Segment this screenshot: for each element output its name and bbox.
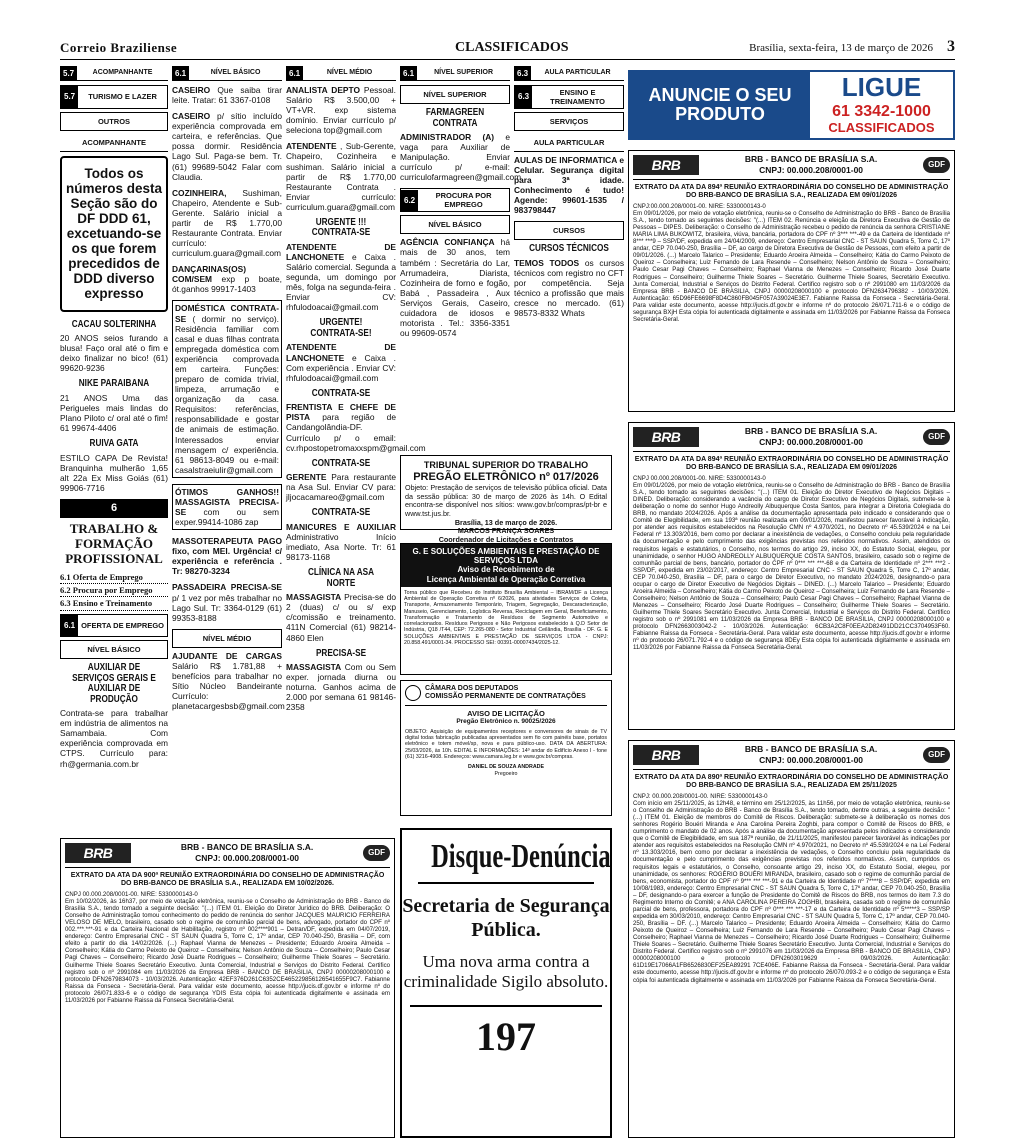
ad-lead: FRENTISTA E CHEFE DE PISTA <box>286 402 396 423</box>
ad-lead: MASSOTERAPEUTA PAGO fixo, com MEI. Urgência! c/ experiência e referência . Tr: 98270-3234 <box>172 536 282 577</box>
tst-body: Objeto: Prestação de serviços de televisão pública oficial. Data da sessão pública: 30 de março de 2026 às 14h. O Edital encontra-se disponível nos sítios: www.gov.br/compras/pt-br e www.tst.jus.br. <box>405 482 607 518</box>
tag-label: NÍVEL BÁSICO <box>210 68 261 76</box>
brb-name: BRB - BANCO DE BRASÍLIA S.A. <box>744 154 878 164</box>
classified-ad <box>400 237 510 338</box>
section-name: TRABALHO & FORMAÇÃO PROFISSIONAL <box>65 521 163 567</box>
classified-ad <box>286 402 426 453</box>
ad-lead: AGÊNCIA CONFIANÇA <box>400 237 495 248</box>
notice-text: Em 10/02/2026, às 16h37, por meio de votação eletrônica, reuniu-se o Conselho de Administração do BRB - Banco de Brasília S.A., tendo tomado a seguinte decisão: "(...) ITEM 01. Eleição do Diretor Jurídico do BRB. Deliberação: O Conselho de Administração tomou conhecimento do pedido de renúncia do senhor JACQUES MAURICIO FERREIRA VELOSO DE MELO, brasileiro, casado sob o regime de comunhão parcial de bens, advogado, portador do CPF nº 002.***.***-91 e da Carteira Nacional de Habilitação, registro nº 002****901 – Detran/DF, expedida em 04/07/2019, endereço: Centro Empresarial CNC - ST SAUN Quadra 5, Torre C, 17º andar, CEP 70.040-250, Brasília – DF, com efeito a partir do dia 14/02/2026. (...) Raphael Vianna de Menezes – Presidente; Eduardo Aroeira Almeida – Conselheiro; Kátia do Carmo Peixoto de Queiroz – Conselheira; Nelson Antônio de Souza – Conselheiro; Paulo Cesar Pagi Chaves – Conselheiro; Ricardo José Duarte Rodrigues – Conselheiro; Guilherme Thiele Soares – Secretário. Guilherme Thiele Soares Secretário Executivo. Junta Comercial, Industrial e Serviços do Distrito Federal. Certifico registro sob o nº 2991084 em 11/03/2026 da Empresa BRB - BANCO DE BRASILIA, CNPJ 00000208000100 e protocolo DFN2679834073 - 10/03/2026. Autenticação: 42EF376D261C6352CE465229856126541655F9C7. Fabianne Raissa da Fonseca - Secretária-Geral. Para validar este documento, acesse http://jucis.df.gov.br e informe nº do protocolo 26/071.833-6 e o código de segurança YDIS Esta cópia foi autenticada digitalmente e assinada em 11/03/2026 por Fabianne Raissa da Fonseca Secretária-Geral. <box>65 897 390 1004</box>
ad-heading: CLÍNICA NA ASA NORTE <box>307 567 375 589</box>
ad-text: exp p boate, ót.ganhos 99917-1403 <box>172 274 282 295</box>
section-index-item: 6.2 Procura por Emprego <box>60 584 168 597</box>
brb-header-text <box>699 154 923 176</box>
notice-ids: CNPJ:00.000.208/0001-00. NIRE: 5330000143-0 <box>633 202 766 210</box>
camara-commission: COMISSÃO PERMANENTE DE CONTRATAÇÕES <box>425 693 586 701</box>
tag-number: 6.1 <box>286 66 303 81</box>
ad-text: e vaga para Auxiliar de Manipulação. Enviar currículo p/ e-mail: curriculofarmagreen@gmail.com <box>400 132 522 183</box>
column-4 <box>400 66 522 446</box>
ad-lead: ATENDENTE DE LANCHONETE <box>286 241 396 263</box>
box-label: PROCURA POR EMPREGO <box>435 191 492 210</box>
gdf-logo: GDF <box>923 157 950 172</box>
brb-cnpj: CNPJ: 00.000.208/0001-00 <box>759 165 864 176</box>
camara-pregao: Pregão Eletrônico n. 90025/2026 <box>456 717 556 725</box>
subsection-title: ACOMPANHANTE <box>60 134 168 152</box>
notice-ids: CNPJ 00.000.208/0001-00. NIRE: 5330000143-0 <box>633 474 766 482</box>
ad-heading: CONTRATA-SE <box>311 457 371 469</box>
tag-number: 6.3 <box>514 66 531 81</box>
section-title: CLASSIFICADOS <box>455 40 569 55</box>
ad-lead: COZINHEIRA, <box>172 187 227 198</box>
box-number: 5.7 <box>61 86 78 108</box>
gdf-logo: GDF <box>923 429 950 444</box>
classified-ad <box>286 141 396 212</box>
page-header <box>60 40 955 60</box>
classified-ad <box>172 536 282 576</box>
classified-ad <box>286 522 396 562</box>
brb-notice <box>628 150 955 412</box>
section-tag <box>514 66 624 81</box>
section-number: 6 <box>60 499 168 518</box>
notice-ids: CNPJ 00.000.208/0001-00. NIRE: 5330000143-0 <box>65 890 198 898</box>
brb-name: BRB - BANCO DE BRASÍLIA S.A. <box>744 426 878 436</box>
ddd-notice: Todos os números desta Seção são do DF DDD 61, excetuando-se os que forem precedidos de DDD diverso expresso <box>60 156 168 312</box>
tag-label: NÍVEL MÉDIO <box>326 68 373 76</box>
classified-ad <box>172 582 282 622</box>
classified-ad <box>514 155 624 215</box>
brb-header <box>633 744 950 770</box>
classified-ad <box>286 242 396 313</box>
ad-text: Salário R$ 1.781,88 + benefícios para trabalhar no Sítio Núcleo Bandeirante Currículo: planetacargesbsb@gmail.com <box>172 660 285 712</box>
section-index-item: 6.3 Ensino e Treinamento <box>60 597 168 610</box>
notice-title: EXTRATO DA ATA DA 894ª REUNIÃO EXTRAORDINÁRIA DO CONSELHO DE ADMINISTRAÇÃO DO BRB-BANCO DE BRASÍLIA S.A., REALIZADA EM 09/01/2026 <box>634 456 949 472</box>
page-number: 3 <box>947 38 955 55</box>
classified-ad <box>172 85 282 105</box>
camara-header-text <box>425 685 586 702</box>
notice-title: EXTRATO DA ATA DA 894ª REUNIÃO EXTRAORDINÁRIA DO CONSELHO DE ADMINISTRAÇÃO DO BRB-BANCO DE BRASÍLIA S.A., REALIZADA EM 09/01/2026 <box>634 184 949 200</box>
brasao-icon <box>405 685 421 701</box>
license-type: Licença Ambiental de Operação Corretiva <box>426 574 586 584</box>
brb-header-text <box>699 426 923 448</box>
ad-heading: AUXILIAR DE SERVIÇOS GERAIS E AUXILIAR DE PRODUÇÃO <box>72 662 156 705</box>
ad-lead: PASSADEIRA PRECISA-SE <box>172 582 282 593</box>
ad-lead: DOMÉSTICA CONTRATA-SE <box>175 303 279 324</box>
ad-lead: CASEIRO <box>172 111 211 122</box>
disque-number: 197 <box>410 1005 602 1060</box>
tst-role: Coordenador de Licitações e Contratos <box>438 534 574 544</box>
section-index-item: 6.1 Oferta de Emprego <box>60 571 168 584</box>
brb-cnpj: CNPJ: 00.000.208/0001-00 <box>759 755 864 766</box>
column-1 <box>60 66 168 769</box>
classified-ad <box>172 650 285 712</box>
brb-cnpj: CNPJ: 00.000.208/0001-00 <box>759 437 864 448</box>
level-box: CURSOS <box>514 221 624 240</box>
section-tag <box>172 66 282 81</box>
level-box: NÍVEL BÁSICO <box>400 215 510 234</box>
tag-number: 6.1 <box>172 66 189 81</box>
level-box: SERVIÇOS <box>514 112 624 131</box>
notice-text: Em 09/01/2026, por meio de votação eletrônica, reuniu-se o Conselho de Administração do BRB - Banco de Brasília S.A., tendo tomado as seguintes decisões: "(...) ITEM 01. Eleição do Diretor Executivo de Negócios Digitais – DINED. Deliberação: considerando a vacância do cargo de Diretor Executivo de Negócios Digitais, submete-se à deliberação o nome do senhor Hugo Andreolly Albuquerque Costa Santos, para integrar a Diretoria Colegiada do BRB, no mandato 2024/2026. Após a análise da documentação apresentada pelo indicado e considerando que o Comitê de Elegibilidade, em sua 193ª reunião realizada em 09/01/2026, manifestou parecer favorável à indicação, por atender aos requisitos estabelecidos na Resolução CMN nº 4.970/2021, no Decreto nº 45.539/2024 e na Lei Federal nº 13.303/2016, bem como por declarar a inexistência de vedações, o Conselho concluiu pela regularidade da documentação e pelo cumprimento das exigências previstas nos referidos normativos. Assim, atendidos os requisitos legais e estatutários, o Conselho, nos termos do artigo 29, inciso XX, do Estatuto Social, elegeu, por unanimidade, o senhor HUGO ANDREOLLY ALBUQUERQUE COSTA SANTOS, brasileiro, casado sob o regime de comunhão parcial de bens, bancário, portador do CPF nº 0*** *** ***-68 e da Carteira de Identidade nº 2*** ***2 - SSP/DF, expedida em 23/02/2017, endereço: Centro Empresarial CNC - ST SAUN Quadra 5, Torre C, 17º andar, CEP 70.040-250, Brasília – DF, para o cargo de Diretor Executivo, no mandato 2024/2026, designando-o para ocupar o cargo de Diretor Executivo de Negócios Digitais – DINED. (...) Marcelo Talarico – Presidente; Eduardo Aroeira Almeida – Conselheiro; Kátia do Carmo Peixoto de Queiroz – Conselheira; Luiz Fernando de Lara Resende – Conselheiro; Nelson Antônio de Souza – Conselheiro; Paulo Cesar Pagi Chaves – Conselheiro; Raphael Vianna de Menezes – Conselheiro; Ricardo José Duarte Rodrigues – Conselheiro; Guilherme Thiele Soares – Secretário. Guilherme Thiele Soares Secretário Executivo. Junta Comercial, Industrial e Serviços do Distrito Federal. Certifico registro sob o nº 2991081 em 11/03/2026 da Empresa BRB - BANCO DE BRASILIA, CNPJ 00000208000100 e protocolo DFN2663003042-2 - 10/03/2026. Autenticação: 6CB3A2C8F0EEA2D82491DD21CC3704953F60. Fabianne Raissa da Fonseca - Secretária-Geral. Para validar este documento, acesse http://jucis.df.gov.br e informe nº do protocolo 26/071.792-4 e o código de segurança 8DEy Esta cópia foi autenticada digitalmente e assinada em 11/03/2026 por Fabianne Raissa da Fonseca Secretária-Geral. <box>633 481 950 652</box>
license-notice <box>400 543 612 675</box>
license-subtitle: Aviso de Recebimento de <box>457 565 555 575</box>
classified-ad <box>172 188 282 259</box>
tag-label: NÍVEL SUPERIOR <box>434 68 494 76</box>
brb-logo: BRB <box>65 843 131 863</box>
section-tag <box>400 66 510 81</box>
notice-title: EXTRATO DA ATA DA 890ª REUNIÃO EXTRAORDINÁRIA DO CONSELHO DE ADMINISTRAÇÃO DO BRB-BANCO DE BRASÍLIA S.A., REALIZADA EM 25/11/2025 <box>634 774 949 790</box>
box-label: OFERTA DE EMPREGO <box>81 620 165 630</box>
disque-denuncia-ad <box>400 828 612 1138</box>
disque-divider <box>418 882 594 884</box>
section-box <box>60 614 168 638</box>
ad-text: , Sub-Gerente, Chapeiro, Cozinheira e sushiman. Salário inicial a partir de R$ 1.770,00 Restaurante Contrata . Enviar currículo: curriculum.guara@gmail.com <box>286 141 397 212</box>
ad-heading: CURSOS TÉCNICOS <box>529 243 609 255</box>
ad-heading: URGENTE !!! CONTRATA-SE <box>311 216 371 239</box>
classified-ad <box>286 85 396 135</box>
level-box: NÍVEL SUPERIOR <box>400 85 510 104</box>
classified-ad: 21 ANOS Uma das Perigueles mais lindas do Plano Piloto c/ oral até o fim! 61 99674-4406 <box>60 392 168 434</box>
license-body: Torna público que Recebeu do Instituto Brasília Ambiental – IBRAM/DF a Licença Ambiental de Operação Corretiva nº 6/2026, para atividades Serviços de Coleta, Transporte, Armazenamento Temporário, Triagem, Segregação, Descaracterização, Manuseio, Gerenciamento, Logística Reversa, Reciclagem em Geral, Beneficiamento, Transformação e Tratamento de Resíduos de Segmento Automotivo e correlacionados. Resíduos Perigosos e Não Perigosos estabelecido à Q.D Setor de Indústria, Q18 /T44, CEP: 72.265-080 - Setor Industrial Ceilândia, Brasília - DF. G. E SOLUÇÕES AMBIENTAIS E PRESTAÇÃO DE SERVIÇOS LTDA - CNPJ: 20.858.491/0001-34. PROCESSO SEI: 00391-00007434/2025-12. <box>404 589 608 646</box>
ad-lead: ÓTIMOS GANHOS!! MASSAGISTA PRECISA-SE <box>175 486 279 517</box>
box-number: 6.2 <box>401 190 418 212</box>
ad-heading: PRECISA-SE <box>315 647 367 659</box>
ad-heading: CACAU SOLTERINHA <box>71 318 157 330</box>
classified-ad <box>286 592 396 642</box>
tag-number: 5.7 <box>60 66 77 81</box>
section-box <box>400 188 510 212</box>
classified-ad <box>286 472 396 502</box>
tst-title: PREGÃO ELETRÔNICO nº 017/2026 <box>413 470 599 483</box>
brb-header <box>633 426 950 452</box>
box-number: 6.3 <box>515 86 532 108</box>
ad-heading: FARMAGREEN CONTRATA <box>425 107 485 129</box>
classified-ad <box>172 484 282 530</box>
brb-header <box>65 842 390 868</box>
classified-ad <box>400 132 522 183</box>
ad-lead: MASSAGISTA <box>286 592 342 603</box>
disque-title: Disque-Denúncia <box>431 838 611 875</box>
brb-header <box>633 154 950 180</box>
brb-cnpj: CNPJ: 00.000.208/0001-00 <box>195 853 300 864</box>
brb-logo: BRB <box>633 745 699 765</box>
tag-label: ACOMPANHANTE <box>92 68 153 76</box>
camara-notice <box>400 680 612 816</box>
ad-heading: CONTRATA-SE <box>311 387 371 399</box>
camara-signer: DANIEL DE SOUZA ANDRADE <box>467 764 545 771</box>
page-date: Brasília, sexta-feira, 13 de março de 2026 <box>749 42 933 54</box>
ad-text: Precisa-se do 2 (duas) c/ ou s/ exp c/comissão e treinamento. 411N Comercial (61) 98214-4860 Elen <box>286 592 396 643</box>
ad-lead: AJUDANTE DE CARGAS <box>172 650 282 661</box>
classified-ad <box>514 258 624 318</box>
ad-lead: AULAS DE INFORMATICA e Celular. Segurança digital para 3ª idade. Conhecimento é tudo! Agende: 99601-1535 / 983798447 <box>514 155 624 216</box>
section-box-outros: OUTROS <box>60 112 168 131</box>
tst-org: TRIBUNAL SUPERIOR DO TRABALHO <box>423 460 589 470</box>
ad-lead: ANALISTA DEPTO <box>286 85 360 95</box>
ad-text: com ou sem exper.99414-1086 zap <box>175 506 279 528</box>
ad-lead: MANICURES E AUXILIAR <box>286 521 396 532</box>
notice-title: EXTRATO DA ATA DA 900ª REUNIÃO EXTRAORDINÁRIA DO CONSELHO DE ADMINISTRAÇÃO DO BRB-BANCO DE BRASÍLIA S.A., REALIZADA EM 10/02/2026. <box>70 872 385 888</box>
tst-notice <box>400 455 612 544</box>
section-tag <box>286 66 396 81</box>
ad-text: Com ou Sem exper. jornada diurna ou noturna. Ganhos acima de 2.000 por semana 61 98146-2358 <box>286 662 397 713</box>
subsection-title: AULA PARTICULAR <box>514 134 624 152</box>
disque-org: Secretaria de Segurança Pública. <box>402 895 610 941</box>
camara-org: CÂMARA DOS DEPUTADOS <box>425 685 519 692</box>
box-label: ENSINO E TREINAMENTO <box>550 88 605 106</box>
classified-ad <box>172 264 282 294</box>
section-box <box>60 85 168 109</box>
ad-text: p/ sítio incluído experiência comprovada em carteira, e referências. Que possa dormir. Residência Lago Sul. Paga-se bem. Tr. (61) 99689-5042 Falar com Claudia. <box>172 111 282 182</box>
ad-text: para região de Candangolândia-DF. Currículo p/ o email: cv.rhpostopetromaxxspm@gmail.com <box>286 412 426 453</box>
banner-classificados: CLASSIFICADOS <box>828 120 935 136</box>
ad-heading: CONTRATA-SE <box>311 507 371 519</box>
column-2 <box>172 66 285 826</box>
advertise-banner <box>628 70 955 140</box>
ad-heading: URGENTE! CONTRATA-SE! <box>310 317 372 339</box>
ad-text: ( dormir no serviço). Residência familiar com casal e duas filhas contrata empregada doméstica com experiência comprovada em carteira. Funções: preparo de comida trivial, limpeza, arrumação e organização da casa. Requisitos: referências, responsabilidade e gostar de animais de estimação. Interessados enviar mensagem c/ experiência. 61 98613-8049 ou e-mail: casalstraeiulir@gmail.com <box>175 313 280 475</box>
camara-role: Pregoeiro <box>494 770 518 777</box>
ad-lead: MASSAGISTA <box>286 662 342 673</box>
column-3 <box>286 66 426 826</box>
brb-notice <box>60 838 395 1138</box>
column-5 <box>514 66 624 446</box>
ad-text: Pessoal. Salário R$ 3.500,00 + VT+VR. exp sistema domínio. Enviar currículo p/ seleciona top@gmail.com <box>286 85 396 136</box>
gdf-logo: GDF <box>923 747 950 762</box>
publication-name: Correio Braziliense <box>60 40 178 55</box>
level-box: NÍVEL MÉDIO <box>172 629 282 648</box>
brb-header-text <box>131 842 363 864</box>
tst-signer: MARCOS FRANÇA SOARES <box>457 526 555 536</box>
notice-text: Em 09/01/2026, por meio de votação eletrônica, reuniu-se o Conselho de Administração do BRB - Banco de Brasília S.A., tendo tomado as seguintes decisões: "(...) ITEM 02. Renúncia e eleição da Diretora Executiva de Gestão de Pessoas – DIPES. Deliberação: o Conselho de Administração recebeu o pedido de renúncia da senhora CRISTIANE MARIA LIMA BUKOWITZ, brasileira, viúva, bancária, portadora do CPF nº 3*** ***-49 e da Carteira de Identidade nº 8*** ***9 – SSP/DF, expedida em 24/04/2009, endereço: Centro Empresarial CNC - ST SAUN Quadra 5, Torre C, 17º andar, CEP 70.040-250, Brasília – DF, ao cargo de Diretora Executiva de Gestão de Pessoas, com efeito a partir de 09/01/2026. (...) Marcelo Talarico – Presidente; Eduardo Aroeira Almeida – Conselheiro; Kátia do Carmo Peixoto de Queiroz – Conselheira; Luiz Fernando de Lara Resende – Conselheiro; Nelson Antônio de Souza – Conselheiro; Paulo Cesar Pagi Chaves – Conselheiro; Raphael Vianna de Menezes – Conselheiro; Ricardo José Duarte Rodrigues – Conselheiro; Guilherme Thiele Soares – Secretário. Guilherme Thiele Soares, Secretário Executivo. Junta Comercial, Industrial e Serviços do Distrito Federal. Certifico registro sob o nº 2991080 em 11/03/2026 da Empresa BRB - BANCO DE BRASILIA, CNPJ 00000208000100 e protocolo DFN2634796382 - 10/03/2026. Autenticação: 65D96FE6698F8D4C860FB045F057A39024E3E7. Fabianne Raissa da Fonseca - Secretária-Geral. Para validar este documento, acesse http://jucis.df.gov.br e informe nº do protocolo 26/071.711-6 e o código de segurança BXjH Esta cópia foi autenticada digitalmente e assinada em 11/03/2026 por Fabianne Raissa da Fonseca Secretária-Geral. <box>633 209 950 323</box>
tst-date: Brasília, 13 de março de 2026. <box>454 517 558 527</box>
banner-left-text: ANUNCIE O SEU PRODUTO <box>630 72 810 138</box>
camara-header <box>405 685 607 706</box>
classified-ad <box>172 300 282 477</box>
brb-notice <box>628 740 955 1138</box>
banner-phone: 61 3342-1000 <box>832 103 931 121</box>
ad-text: Que saiba tirar leite. Tratar: 61 3367-0108 <box>172 85 282 106</box>
classified-ad <box>286 342 396 382</box>
brb-name: BRB - BANCO DE BRASÍLIA S.A. <box>744 744 878 754</box>
ad-text: p/ 1 vez por mês trabalhar no Lago Sul. Tr: 3364-0129 (61) 99353-8188 <box>172 592 282 623</box>
classified-ad <box>172 111 282 182</box>
classified-ad <box>286 662 396 712</box>
classified-ad: 20 ANOS seios furando a blusa! Faço oral até o fim e deixo finalizar no bico! (61) 99620-9236 <box>60 333 168 374</box>
ad-text: e Caixa . Com experiência . Enviar CV: rhfulodoacai@gmail.com <box>286 352 396 383</box>
ad-text: e Caixa . Salário comercial. Segunda a segunda, um domingo por mês, folga na segunda-feira . Enviar CV: rhfulodoacai@gmail.com <box>286 252 396 313</box>
banner-right <box>810 72 953 138</box>
notice-text: Com início em 25/11/2025, às 12h48, e término em 25/12/2025, às 11h56, por meio de votação eletrônica, reuniu-se o Conselho de Administração do BRB - Banco de Brasília S.A., tendo tomado, dentre outras, a seguinte decisão: "(...) ITEM 01. Eleição de membros do Comitê de Riscos. Deliberação: submete-se à deliberação os nomes dos senhores Rogério Bouéri Miranda e Ana Carolina Pereira Zoghbi, para compor o Comitê de Riscos do BRB, e cumprimento o mandato de 02 anos. Após a análise da documentação apresentada pelos indicados e considerando que o Comitê de Elegibilidade, em sua 187ª reunião, de 21/11/2025, manifestou parecer favorável às indicações por atender aos requisitos estabelecidos na Resolução CMN nº 4.970/2021, no Decreto nº 45.539/2024 e na Lei Federal nº 13.303/2016, bem como por declarar a inexistência de vedações, o Conselho concluiu pela regularidade da documentação e pelo cumprimento das exigências previstas nos referidos normativos. Assim, cumpridos os requisitos legais e estatutários, o Conselho, consoante artigo 29, inciso XX, do Estatuto Social, elegeu, por unanimidade, os senhores: ROGÉRIO BOUÉRI MIRANDA, brasileiro, casado sob o regime de comunhão parcial de bens, economista, portador do CPF nº 9*** *** ***-91 e da Carteira de Identidade nº 7****8 – SSP/DF, expedida em 10/08/1983, endereço: Centro Empresarial CNC - ST SAUN Quadra 5, Torre C, 17º andar, CEP 70.040-250, Brasília – DF, designando-o para exercer a função de Presidente do Comitê de Riscos do BRB, nos termos do item 7.3 do Regimento Interno do Comitê; e ANA CAROLINA PEREIRA ZOGHBI, brasileira, casada sob o regime de comunhão parcial de bens, professora, portadora do CPF nº 0*** *** ***-17 e da Carteira de Identidade nº 5*****3 – SSP/SP expedida em 30/03/2010, endereço: Centro Empresarial CNC - ST SAUN Quadra 5, Torre C, 17º andar, CEP 70.040-250, Brasília – DF. (...) Marcelo Talarico – Presidente; Eduardo Aroeira Almeida – Conselheiro; Kátia do Carmo Peixoto de Queiroz – Conselheira; Luiz Fernando de Lara Resende – Conselheiro; Paulo Cesar Pagi Chaves – Conselheiro; Raphael Vianna de Menezes – Conselheiro; Ricardo José Duarte Rodrigues – Conselheiro; Guilherme Thiele Soares – Secretário. Guilherme Thiele Soares Secretário Executivo. Junta Comercial, Industrial e Serviços do Distrito Federal. Certifico registro sob o nº 2991076 em 11/03/2026 da Empresa BRB - BANCO DE BRASILIA, CNPJ 00000208000100 e protocolo DFN2603019629 - 09/03/2026. Autenticação: 61D19E17066A1FB6526830EF25EA89291 7CE406E. Fabianne Raissa da Fonseca - Secretária-Geral. Para validar este documento, acesse http://jucis.df.gov.br e informe nº do protocolo 26/070.093-2 e o código de segurança e Esta cópia foi autenticada digitalmente e assinada em 11/03/2026 por Fabianne Raissa da Fonseca Secretária-Geral. <box>633 799 950 984</box>
license-header <box>401 544 611 587</box>
brb-notice <box>628 422 955 730</box>
ad-lead: ATENDENTE <box>286 141 337 152</box>
ad-text: Administrativo Início imediato, Asa Norte. Tr: 61 98173-1168 <box>286 532 396 563</box>
section-box <box>514 85 624 109</box>
ad-text: Para restaurante na Asa Sul. Enviar CV para: jljocacamareo@gmail.com <box>286 472 396 503</box>
ad-text: há mais de 30 anos, tem também : Secretária do Lar, Arrumadeira, Diarista, Cozinheira de forno e fogão, Babá , Passadeira , Aux Serviços Gerais, Caseiro, cuidadora de idosos e motorista . Tel.: 3356-3351 ou 99609-0574 <box>400 237 510 339</box>
camara-body: OBJETO: Aquisição de equipamentos receptores e conversores de sinais de TV digital todas fabricação publicadas apresentados sem fio com painéis base, portatos eletrônico e totem móvel/sp, nova e para público-uso. DATA DA ABERTURA: 25/03/2026, às 10h. EDITAL E INFORMAÇÕES: 14º andar do Edifício Anexo I - fone (61) 3216-4908. Endereços: www.camara.leg.br e www.gov.br/compras. <box>405 728 607 760</box>
ad-heading: RUIVA GATA <box>89 438 139 450</box>
ad-lead: DANÇARINAS(OS) COM/SEM <box>172 264 246 285</box>
ad-lead: TEMOS TODOS <box>514 257 580 268</box>
brb-name: BRB - BANCO DE BRASÍLIA S.A. <box>180 842 314 852</box>
ad-text: Sushiman, Chapeiro, Atendente e Sub-Gerente. Salário inicial a partir de R$ 1.770,00 Restaurante Contrata. Enviar currículo: curriculum.guara@gmail.com <box>172 187 282 259</box>
level-box: NÍVEL BÁSICO <box>60 640 168 659</box>
ad-text: os cursos técnicos com registro no CFT por competência. Seja técnico a profissão que mais cresce no mercado. (61) 98573-8332 Whats <box>514 257 625 319</box>
brb-logo: BRB <box>633 155 699 175</box>
license-company: G. E SOLUÇÕES AMBIENTAIS E PRESTAÇÃO DE SERVIÇOS LTDA <box>412 547 600 566</box>
classified-ad: ESTILO CAPA De Revista! Branquinha mulherão 1,65 alt 22a Ex Miss Goiás (61) 99906-7716 <box>60 452 168 493</box>
ad-lead: GERENTE <box>286 472 327 483</box>
gdf-logo: GDF <box>363 845 390 860</box>
brb-logo: BRB <box>633 427 699 447</box>
brb-header-text <box>699 744 923 766</box>
tag-number: 6.1 <box>400 66 417 81</box>
disque-slogan: Uma nova arma contra a criminalidade Sigilo absoluto. <box>403 952 609 992</box>
notice-ids: CNPJ: 00.000.208/0001-00. NIRE: 5330000143-0 <box>633 792 768 800</box>
ad-heading: NIKE PARAIBANA <box>78 378 150 390</box>
box-number: 6.1 <box>61 615 78 637</box>
classified-ad: Contrata-se para trabalhar em indústria de alimentos na Samambaia. Com experiência comprovada em CTPS. Currículo para: rh@germania.com.br <box>60 708 168 769</box>
section-tag <box>60 66 168 81</box>
ad-lead: ADMINISTRADOR (A) <box>400 132 495 142</box>
ad-lead: CASEIRO <box>172 85 211 95</box>
tag-label: AULA PARTICULAR <box>544 68 611 76</box>
camara-title: AVISO DE LICITAÇÃO <box>467 708 545 718</box>
ad-lead: ATENDENTE DE LANCHONETE <box>286 342 396 363</box>
banner-ligue: LIGUE <box>841 72 922 102</box>
box-label: TURISMO E LAZER <box>88 92 157 102</box>
